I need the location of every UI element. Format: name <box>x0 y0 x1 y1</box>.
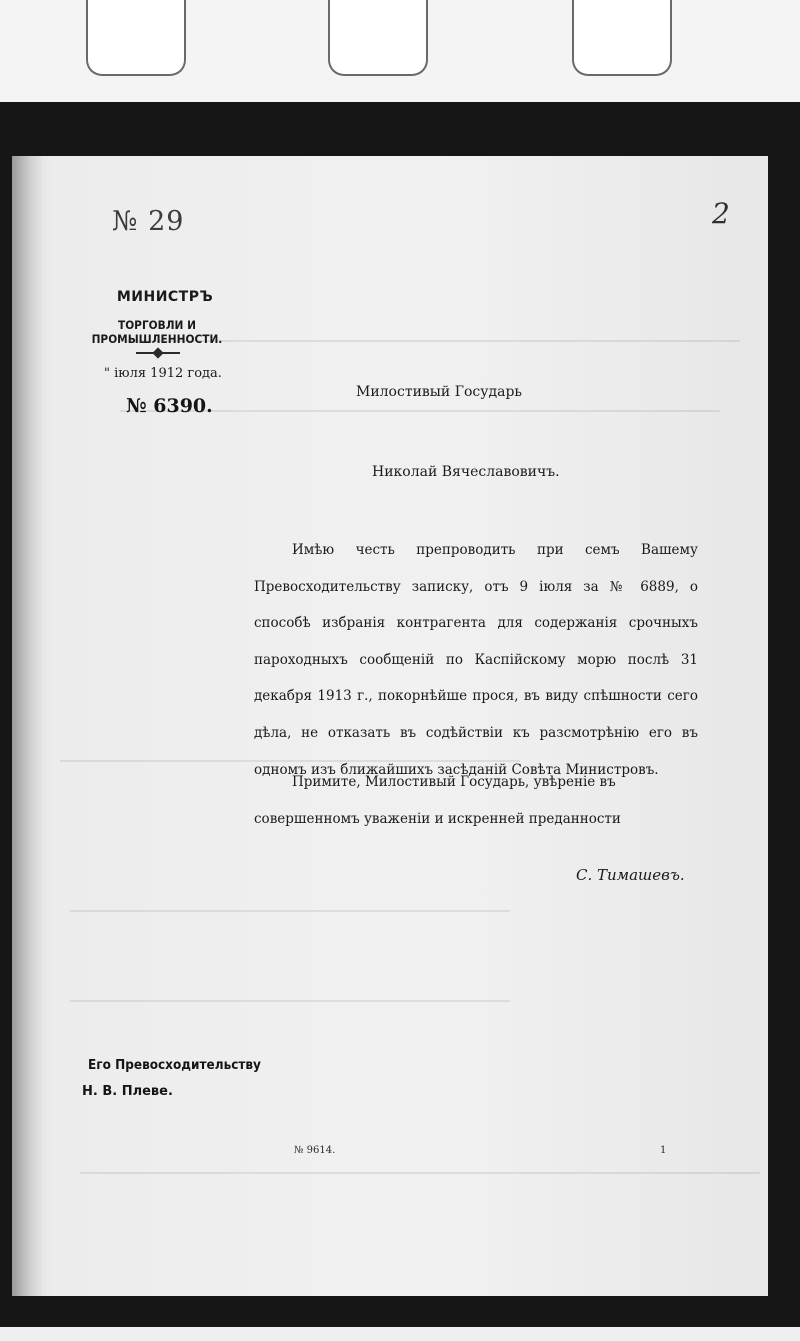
bleed-through-line <box>80 1172 760 1174</box>
outgoing-number: № 6390. <box>126 395 213 417</box>
handwritten-page-mark: 2 <box>712 197 730 230</box>
film-strip-top <box>0 0 800 102</box>
bleed-through-line <box>70 1000 510 1002</box>
signature: С. Тимашевъ. <box>576 866 685 884</box>
archive-number: № 29 <box>112 206 185 237</box>
salutation: Милостивый Государь <box>356 384 523 400</box>
film-sprocket-hole <box>328 0 428 76</box>
letter-date: " іюля 1912 года. <box>104 366 222 381</box>
page-number: 1 <box>660 1145 667 1156</box>
page-binding-edge <box>12 156 42 1296</box>
print-number: № 9614. <box>294 1145 336 1156</box>
addressee-name: Николай Вячеславовичъ. <box>372 464 560 480</box>
film-sprocket-hole <box>86 0 186 76</box>
letter-body-paragraph: Имѣю честь препроводить при семъ Вашему Превосходительству записку, отъ 9 іюля за № 6889, о способѣ избранія контрагента для содержанія срочныхъ пароходныхъ сообщеній по Каспійскому морю послѣ 31 декабря 1913 г., покорнѣйше прося, въ виду спѣшности сего дѣла, не отказать въ содѣйствіи къ разсмотрѣнію его въ одномъ изъ ближайшихъ засѣданій Совѣта Министровъ. <box>254 542 698 778</box>
film-strip-bottom <box>0 1327 800 1341</box>
bleed-through-line <box>70 910 510 912</box>
recipient-name: Н. В. Плеве. <box>82 1084 173 1099</box>
letter-closing-paragraph: Примите, Милостивый Государь, увѣреніе въ совершенномъ уваженіи и искренней преданности <box>254 774 621 827</box>
film-sprocket-hole <box>572 0 672 76</box>
ministry-title-line1: МИНИСТРЪ <box>116 289 214 305</box>
ministry-title-line2: ТОРГОВЛИ И ПРОМЫШЛЕННОСТИ. <box>91 318 223 346</box>
recipient-title: Его Превосходительству <box>88 1058 261 1073</box>
